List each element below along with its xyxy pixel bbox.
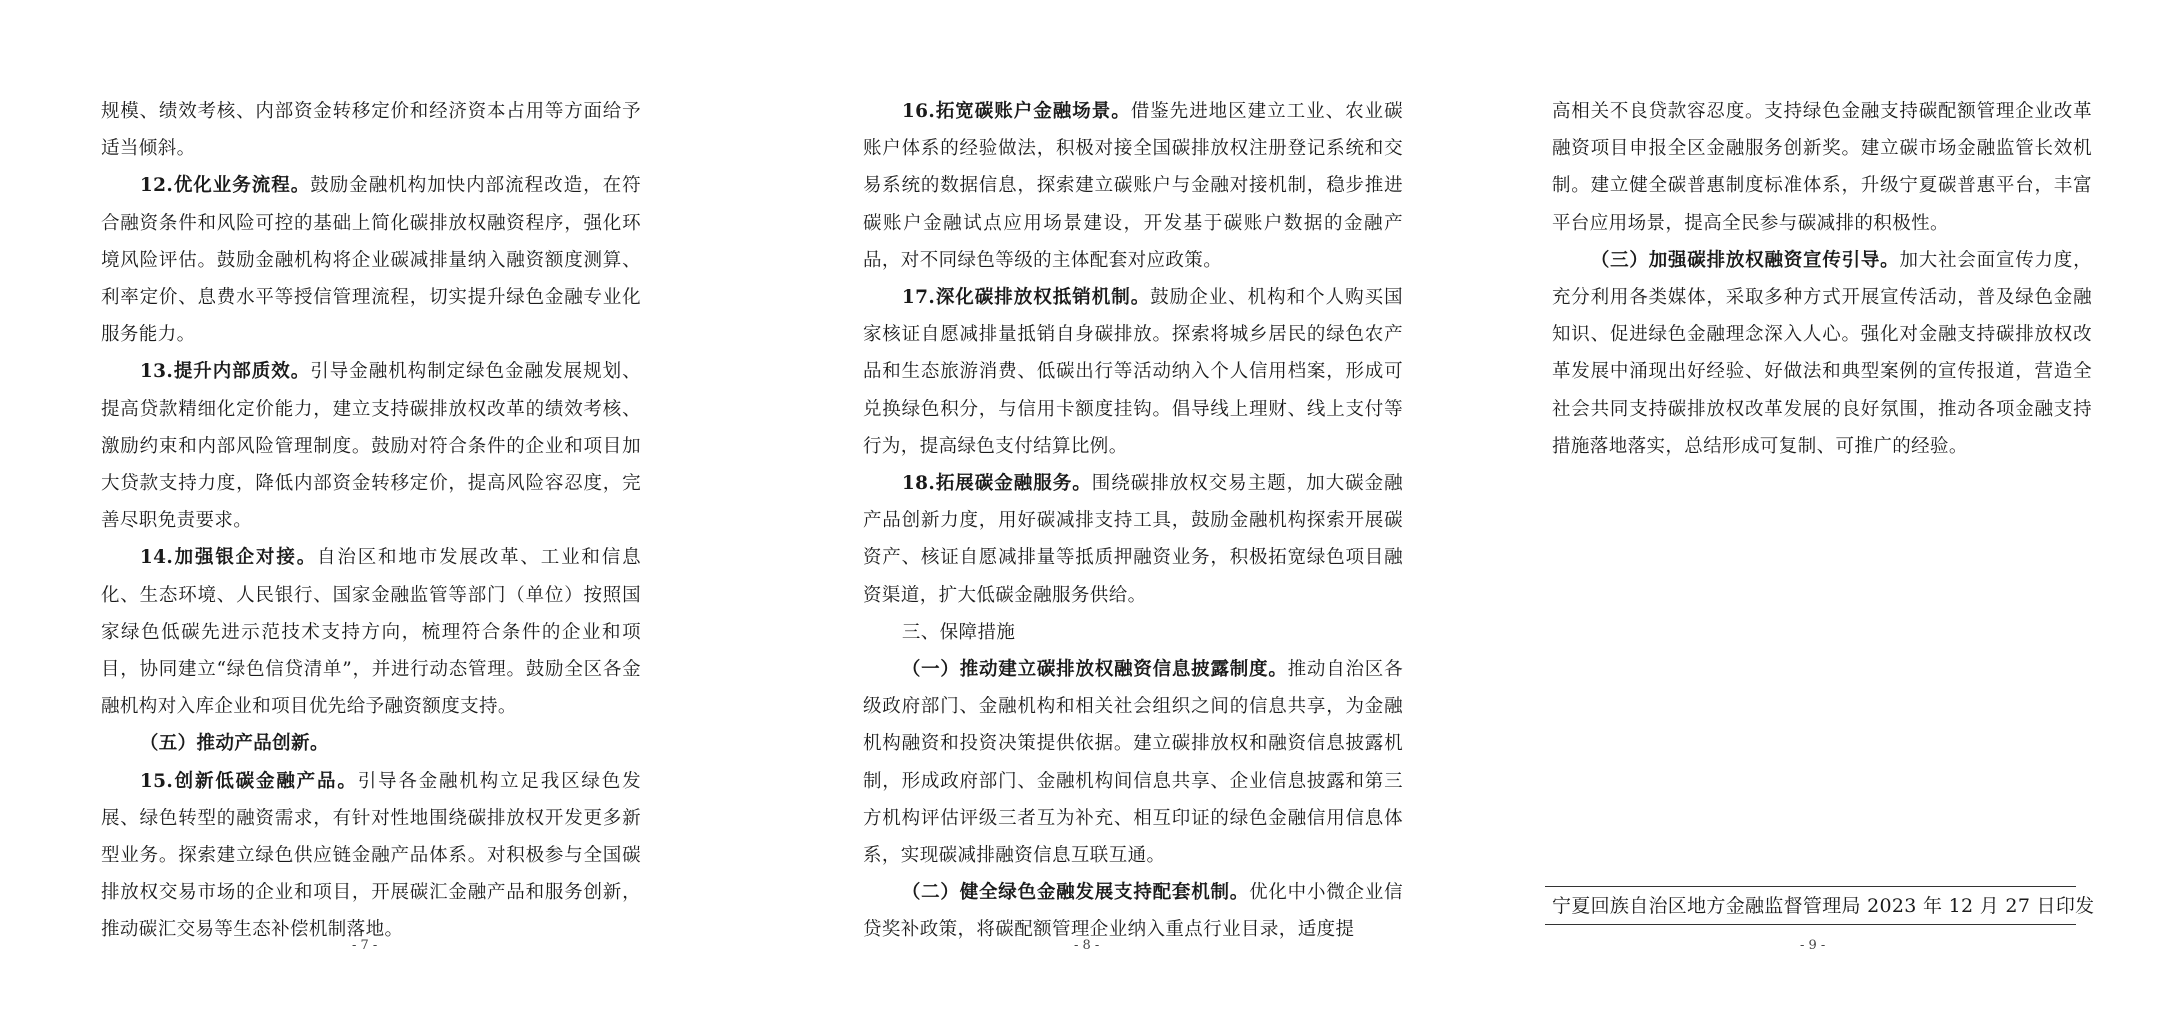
paragraph-heading: 14.加强银企对接。 [139,547,318,569]
paragraph [863,93,1403,279]
page-7-column [101,93,641,949]
paragraph [101,763,641,949]
paragraph-text: 加大社会面宣传力度，充分利用各类媒体，采取多种方式开展宣传活动，普及绿色金融知识、促进绿色金融理念深入人心。强化对金融支持碳排放权改革发展中涌现出好经验、好做法和典型案例的宣传报道，营造全社会共同支持碳排放权改革发展的良好氛围，推动各项金融支持措施落地落实，总结形成可复制、可推广的经验。 [1552,249,2092,457]
paragraph-heading: （一）推动建立碳排放权融资信息披露制度。 [901,659,1288,681]
page-8-column [863,93,1403,949]
paragraph-heading: （三）加强碳排放权融资宣传引导。 [1590,249,1900,271]
paragraph-text: 三、保障措施 [901,621,1016,643]
paragraph [101,93,641,167]
paragraph-text: 借鉴先进地区建立工业、农业碳账户体系的经验做法，积极对接全国碳排放权注册登记系统和交易系统的数据信息，探索建立碳账户与金融对接机制，稳步推进碳账户金融试点应用场景建设，开发基于碳账户数据的金融产品，对不同绿色等级的主体配套对应政策。 [863,101,1403,271]
page-9-column [1552,93,2092,465]
paragraph-text: 引导各金融机构立足我区绿色发展、绿色转型的融资需求，有针对性地围绕碳排放权开发更多新型业务。探索建立绿色供应链金融产品体系。对积极参与全国碳排放权交易市场的企业和项目，开展碳汇金融产品和服务创新，推动碳汇交易等生态补偿机制落地。 [101,770,641,941]
paragraph [863,874,1403,948]
paragraph-text: 优化中小微企业信贷奖补政策，将碳配额管理企业纳入重点行业目录，适度提 [863,882,1404,941]
footer-bottom-rule [1545,924,2076,925]
page-number: - 7 - [352,938,378,953]
paragraph [863,614,1403,651]
paragraph-heading: 13.提升内部质效。 [139,361,311,383]
issuing-footer: 宁夏回族自治区地方金融监督管理局 2023 年 12 月 27 日印发 [1552,895,2095,917]
page-number: - 9 - [1800,938,1826,953]
paragraph-heading: 16.拓宽碳账户金融场景。 [901,101,1131,122]
paragraph-heading: 15.创新低碳金融产品。 [139,770,358,792]
paragraph-text: 引导金融机构制定绿色金融发展规划、提高贷款精细化定价能力，建立支持碳排放权改革的绩效考核、激励约束和内部风险管理制度。鼓励对符合条件的企业和项目加大贷款支持力度，降低内部资金转移定价，提高风险容忍度，完善尽职免责要求。 [101,361,641,532]
paragraph-heading: 12.优化业务流程。 [139,175,311,197]
paragraph-text: 自治区和地市发展改革、工业和信息化、生态环境、人民银行、国家金融监管等部门（单位）按照国家绿色低碳先进示范技术支持方向，梳理符合条件的企业和项目，协同建立“绿色信贷清单”，并进行动态管理。鼓励全区各金融机构对入库企业和项目优先给予融资额度支持。 [101,547,641,718]
page-number: - 8 - [1074,938,1100,953]
footer-top-rule [1545,886,2076,887]
paragraph-text: 鼓励金融机构加快内部流程改造，在符合融资条件和风险可控的基础上简化碳排放权融资程序，强化环境风险评估。鼓励金融机构将企业碳减排量纳入融资额度测算、利率定价、息费水平等授信管理流程，切实提升绿色金融专业化服务能力。 [101,175,641,346]
paragraph [1552,93,2092,242]
paragraph-heading: 17.深化碳排放权抵销机制。 [901,287,1151,309]
paragraph-heading: （五）推动产品创新。 [139,733,329,755]
paragraph [1552,242,2092,465]
paragraph-text: 围绕碳排放权交易主题，加大碳金融产品创新力度，用好碳减排支持工具，鼓励金融机构探索开展碳资产、核证自愿减排量等抵质押融资业务，积极拓宽绿色项目融资渠道，扩大低碳金融服务供给。 [863,473,1403,606]
paragraph [101,539,641,725]
paragraph [863,279,1403,465]
paragraph-text: 推动自治区各级政府部门、金融机构和相关社会组织之间的信息共享，为金融机构融资和投资决策提供依据。建立碳排放权和融资信息披露机制，形成政府部门、金融机构间信息共享、企业信息披露和第三方机构评估评级三者互为补充、相互印证的绿色金融信用信息体系，实现碳减排融资信息互联互通。 [863,659,1403,867]
paragraph [101,725,641,762]
paragraph [863,465,1403,614]
paragraph [101,353,641,539]
paragraph [101,167,641,353]
paragraph-text: 高相关不良贷款容忍度。支持绿色金融支持碳配额管理企业改革融资项目申报全区金融服务创新奖。建立碳市场金融监管长效机制。建立健全碳普惠制度标准体系，升级宁夏碳普惠平台，丰富平台应用场景，提高全民参与碳减排的积极性。 [1552,101,2092,234]
paragraph-text: 鼓励企业、机构和个人购买国家核证自愿减排量抵销自身碳排放。探索将城乡居民的绿色农产品和生态旅游消费、低碳出行等活动纳入个人信用档案，形成可兑换绿色积分，与信用卡额度挂钩。倡导线上理财、线上支付等行为，提高绿色支付结算比例。 [863,287,1403,457]
paragraph-text: 规模、绩效考核、内部资金转移定价和经济资本占用等方面给予适当倾斜。 [101,101,641,160]
paragraph-heading: 18.拓展碳金融服务。 [901,473,1092,495]
paragraph [863,651,1403,874]
paragraph-heading: （二）健全绿色金融发展支持配套机制。 [901,882,1250,904]
